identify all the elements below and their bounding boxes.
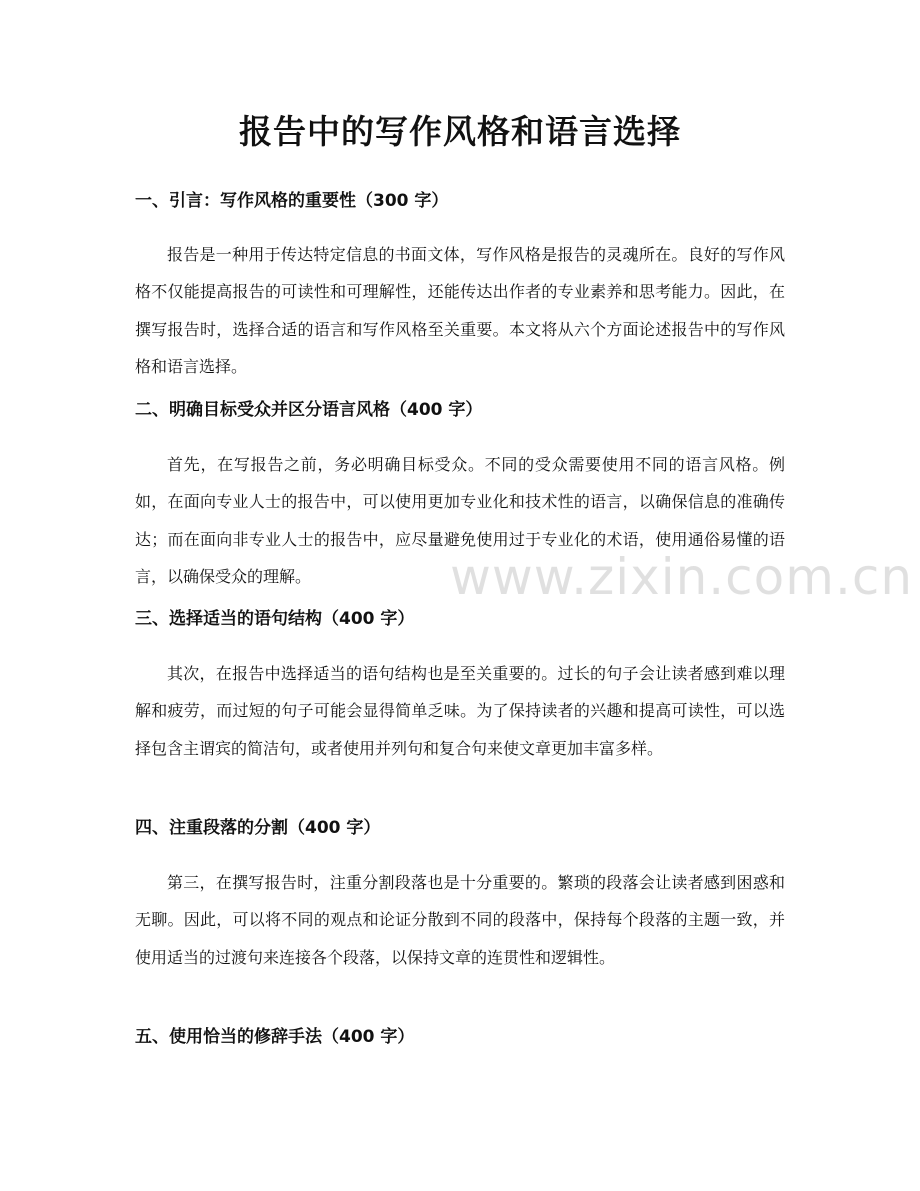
section-heading: 三、选择适当的语句结构（400 字） bbox=[135, 609, 415, 629]
section-sentence-structure bbox=[135, 606, 785, 767]
document-title: 报告中的写作风格和语言选择 bbox=[239, 112, 681, 151]
section-heading: 五、使用恰当的修辞手法（400 字） bbox=[135, 1027, 415, 1047]
section-introduction bbox=[135, 188, 785, 385]
section-paragraph-division bbox=[135, 815, 785, 976]
section-paragraph: 首先，在写报告之前，务必明确目标受众。不同的受众需要使用不同的语言风格。例如，在面向专业人士的报告中，可以使用更加专业化和技术性的语言，以确保信息的准确传达；而在面向非专业人士的报告中，应尽量避免使用过于专业化的术语，使用通俗易懂的语言，以确保受众的理解。 bbox=[135, 455, 785, 586]
section-paragraph: 第三，在撰写报告时，注重分割段落也是十分重要的。繁琐的段落会让读者感到困惑和无聊。因此，可以将不同的观点和论证分散到不同的段落中，保持每个段落的主题一致，并使用适当的过渡句来连接各个段落，以保持文章的连贯性和逻辑性。 bbox=[135, 873, 785, 967]
section-rhetoric bbox=[135, 1024, 785, 1050]
section-paragraph: 其次，在报告中选择适当的语句结构也是至关重要的。过长的句子会让读者感到难以理解和疲劳，而过短的句子可能会显得简单乏味。为了保持读者的兴趣和提高可读性，可以选择包含主谓宾的简洁句，或者使用并列句和复合句来使文章更加丰富多样。 bbox=[135, 664, 785, 758]
section-paragraph: 报告是一种用于传达特定信息的书面文体，写作风格是报告的灵魂所在。良好的写作风格不仅能提高报告的可读性和可理解性，还能传达出作者的专业素养和思考能力。因此，在撰写报告时，选择合适的语言和写作风格至关重要。本文将从六个方面论述报告中的写作风格和语言选择。 bbox=[135, 245, 785, 376]
section-heading: 一、引言：写作风格的重要性（300 字） bbox=[135, 191, 449, 211]
section-target-audience bbox=[135, 397, 785, 595]
section-heading: 二、明确目标受众并区分语言风格（400 字） bbox=[135, 400, 483, 420]
section-heading: 四、注重段落的分割（400 字） bbox=[135, 818, 381, 838]
watermark: www.zixin.com.cn bbox=[450, 548, 914, 606]
